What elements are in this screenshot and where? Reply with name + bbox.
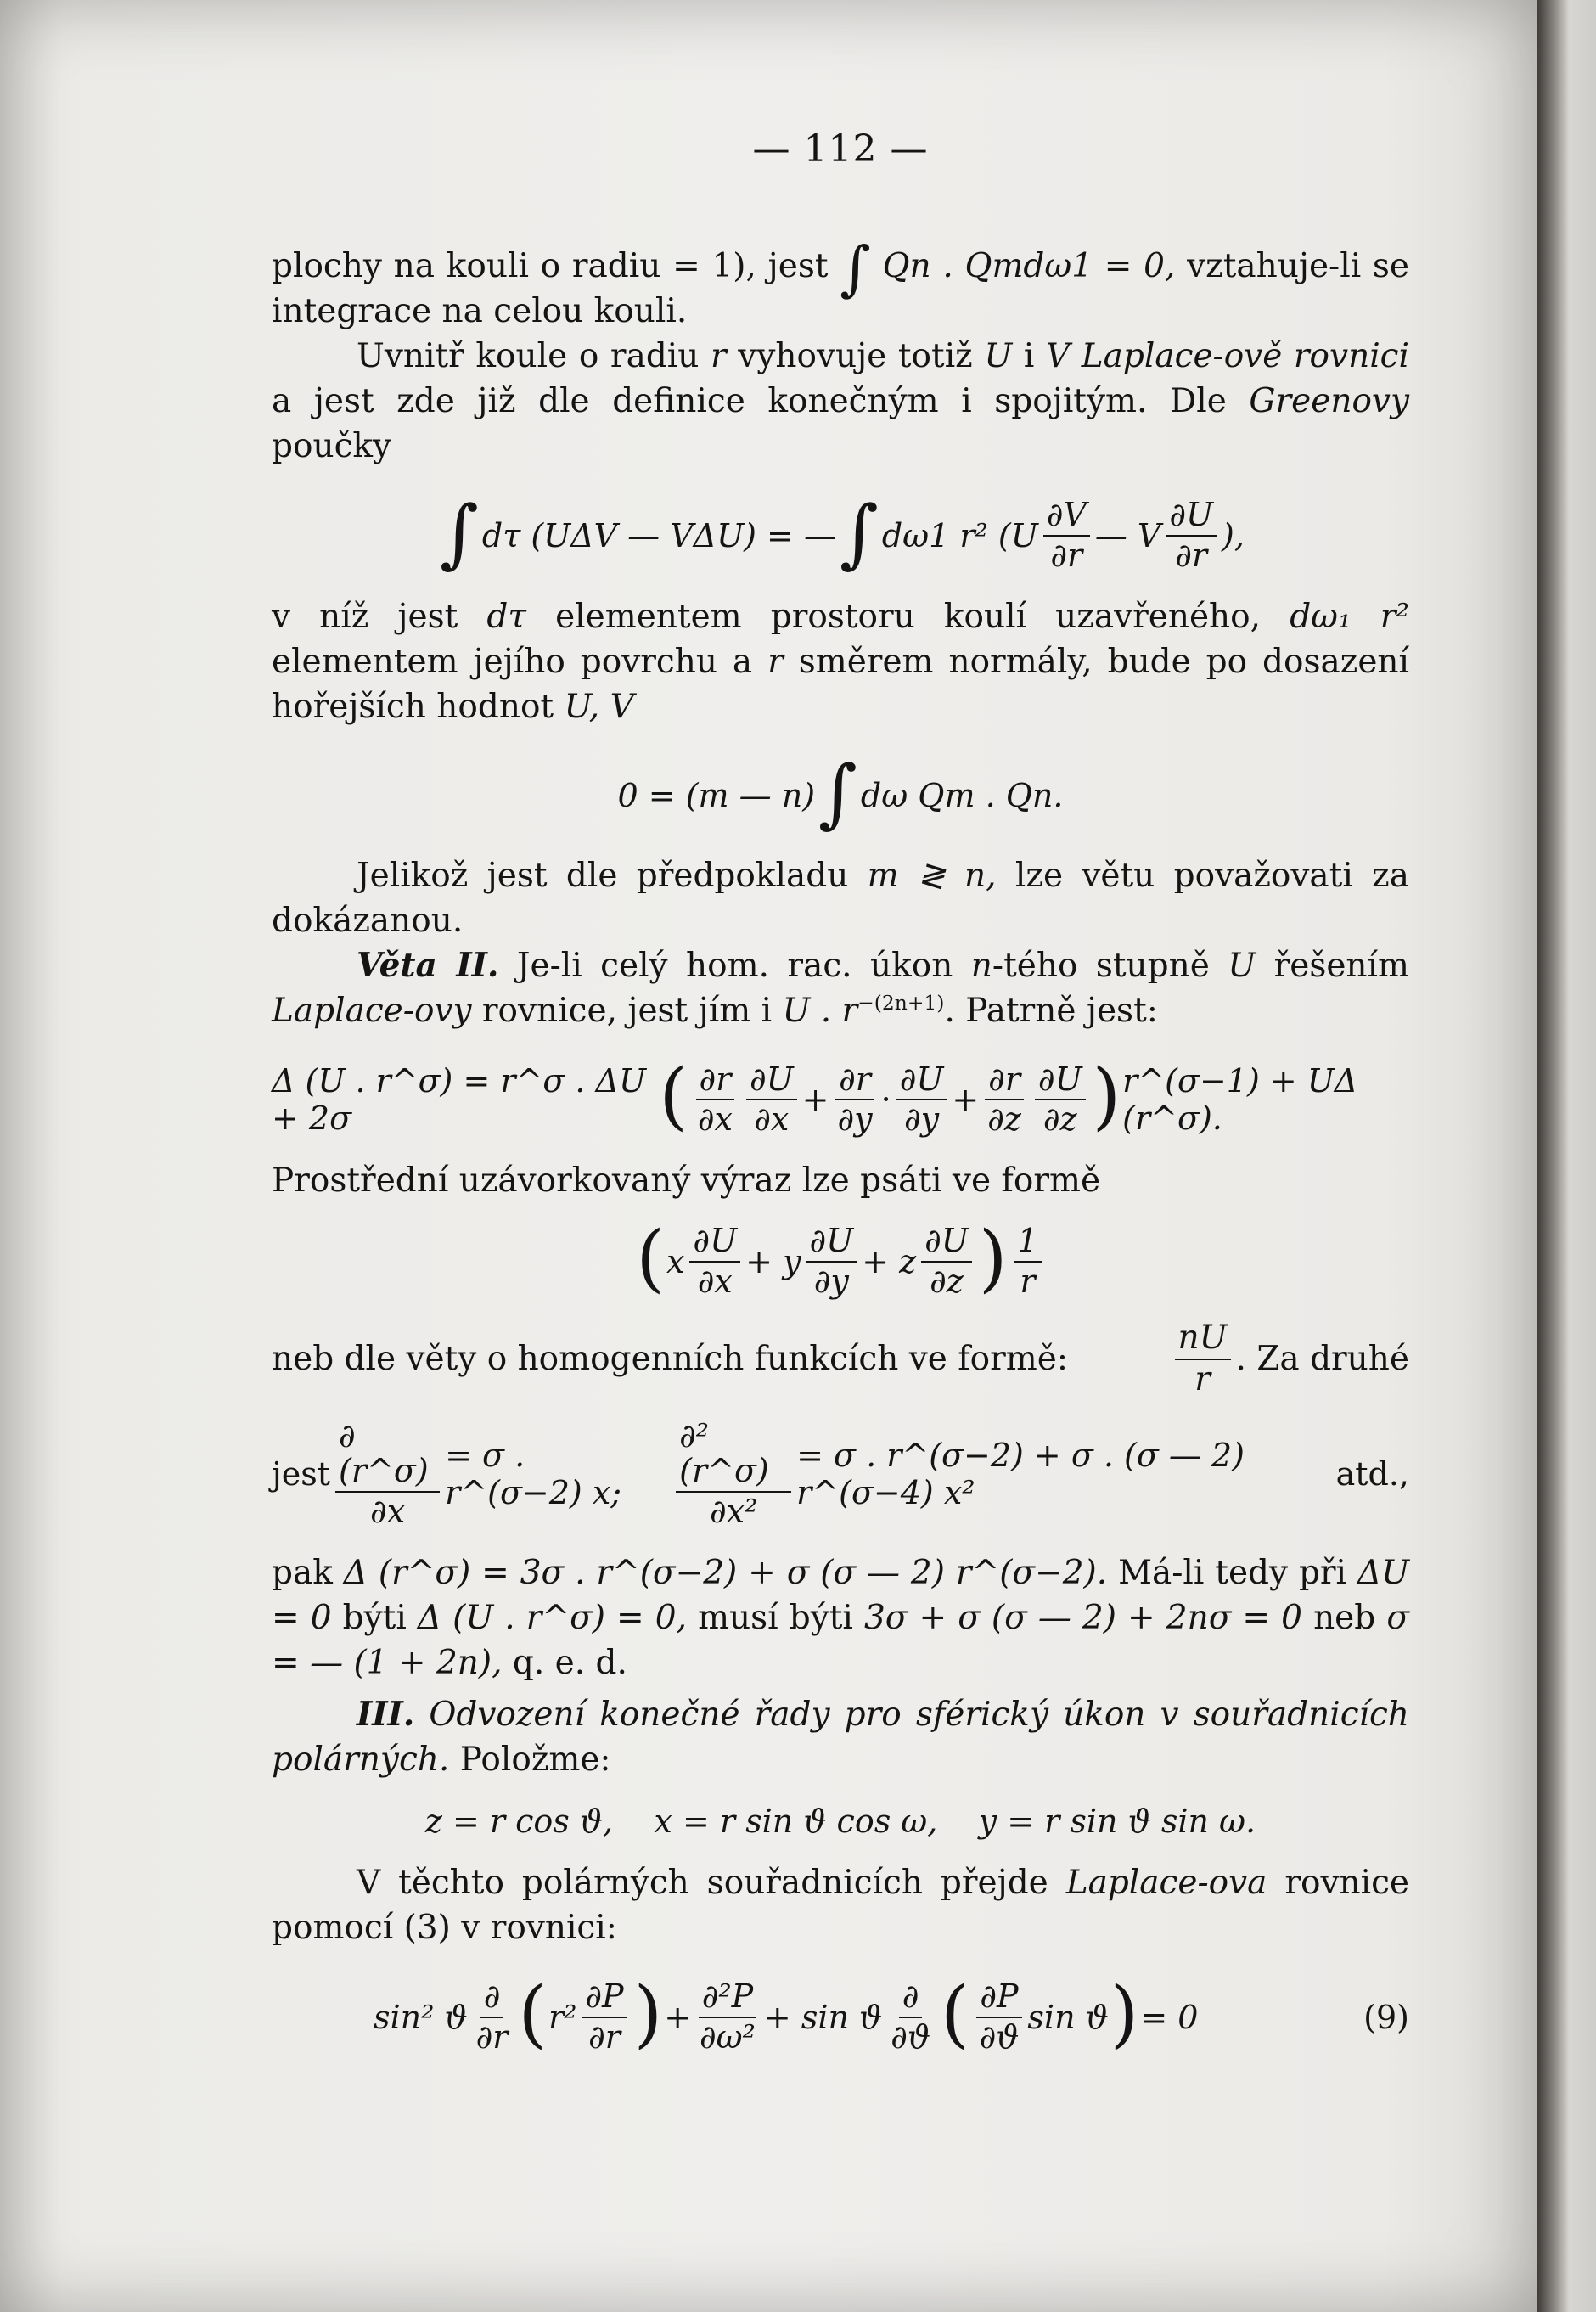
fraction: $\frac{1}{r}$	[1014, 1224, 1041, 1300]
page-content	[272, 127, 1409, 2076]
theorem-label: Věta II.	[357, 945, 499, 985]
paragraph-7	[272, 1320, 1409, 1398]
paragraph-4	[272, 853, 1409, 943]
paragraph-6: Prostřední uzávorkovaný výraz lze psáti ve formě	[272, 1162, 1101, 1201]
equation-laplacian-product	[272, 1054, 1409, 1139]
eq5-jest: jest	[272, 1455, 331, 1494]
p2-text-i: i	[1023, 337, 1035, 375]
p3-text-a: v níž jest	[272, 597, 458, 636]
paren-close: )	[633, 1971, 663, 2056]
p3-text-c: elementem jejího povrchu a	[272, 642, 753, 681]
p10-laplace: Laplace-ova	[1065, 1863, 1267, 1902]
integral-sign: ∫	[840, 233, 871, 303]
p8-math-3: Δ (U . r^σ) = 0,	[417, 1598, 687, 1637]
p5-text-e: . Patrně jest:	[944, 991, 1158, 1030]
paragraph-2	[272, 334, 1409, 469]
p2-text-d: poučky	[272, 427, 392, 465]
plus-sign: +	[664, 1998, 692, 2036]
eq1-left: dτ (UΔV — VΔU) = —	[481, 516, 836, 554]
paren-open: (	[941, 1971, 969, 2056]
paren-close: )	[978, 1215, 1008, 1301]
fraction: $\frac{\partial (r\^{}\sigma)}{\partial x}$	[335, 1419, 440, 1530]
eq7-r2: r²	[548, 1998, 577, 2036]
eq4-y: + y	[745, 1242, 801, 1280]
book-spine	[1537, 0, 1596, 2312]
p5-math: U . r	[782, 991, 858, 1030]
p1-math: Qn . Qmdω1 = 0,	[882, 247, 1176, 285]
p7-text-a: neb dle věty o homogenních funkcích ve formě:	[272, 1340, 1068, 1379]
p8-text-f: q. e. d.	[512, 1643, 627, 1682]
eq7-sin2: sin² ϑ	[374, 1998, 468, 2036]
p3-text-d: směrem normály, bude po dosazení hořejších hodnot	[272, 642, 1409, 726]
section-number: III.	[357, 1694, 415, 1734]
p8-math-4: 3σ + σ (σ — 2) + 2nσ = 0	[863, 1598, 1302, 1637]
fraction: $\frac{\partial U}{\partial z}$	[1035, 1062, 1086, 1139]
p7-math	[1170, 1320, 1409, 1398]
p5-exponent: −(2n+1)	[857, 990, 945, 1015]
eq4-x: x	[666, 1242, 685, 1280]
equation-orthogonality	[272, 748, 1409, 836]
dot-sign: ·	[880, 1081, 891, 1119]
fraction: $\frac{\partial P}{\partial r}$	[582, 1979, 627, 2056]
p2-laplace: Laplace-ově rovnici	[1081, 337, 1409, 375]
eq7-sin: + sin ϑ	[763, 1998, 883, 2036]
p3-var-dw: dω₁ r²	[1290, 597, 1409, 636]
fraction: $\frac{\partial V}{\partial r}$	[1043, 498, 1090, 574]
p5-text-c: řešením	[1273, 946, 1409, 985]
p8-text-d: musí býti	[698, 1598, 853, 1637]
fraction: $\frac{\partial}{\partial ϑ}$	[891, 1977, 931, 2056]
paren-close: )	[1110, 1971, 1139, 2056]
p5-var-u: U	[1228, 946, 1256, 985]
integral-sign: ∫	[440, 488, 479, 577]
eq5-atd: atd.,	[1335, 1455, 1409, 1494]
p2-text-a: Uvnitř koule o radiu	[357, 337, 700, 375]
p5-text-b: -tého stupně	[992, 946, 1210, 985]
fraction: $\frac{\partial U}{\partial r}$	[1166, 498, 1217, 574]
equation-derivatives	[272, 1416, 1409, 1531]
eq4-z: + z	[862, 1242, 917, 1280]
paragraph-8	[272, 1550, 1409, 1685]
p1-text-b: vztahuje-li se integrace na celou kouli.	[272, 247, 1410, 330]
fraction: $\frac{\partial r}{\partial y}$	[835, 1062, 876, 1139]
paragraph-5	[272, 943, 1409, 1033]
p5-text-d: rovnice, jest jím i	[481, 991, 773, 1030]
p2-var-v: V	[1045, 337, 1071, 375]
p7-text-b: . Za druhé	[1235, 1340, 1409, 1379]
eq1-minus-v: — V	[1094, 516, 1161, 554]
p8-math-5: σ = — (1 + 2n),	[272, 1598, 1409, 1682]
p5-text-a: Je-li celý hom. rac. úkon	[516, 946, 953, 985]
p5-var-n: n	[970, 946, 992, 985]
p2-text-c: a jest zde již dle definice konečným i spojitým. Dle	[272, 382, 1227, 420]
paragraph-1	[272, 233, 1410, 334]
page-number: — 112 —	[752, 127, 929, 171]
paragraph-3	[272, 594, 1409, 729]
eq2-left: 0 = (m — n)	[617, 776, 816, 814]
equation-9	[272, 1971, 1409, 2056]
eq6: z = r cos ϑ, x = r sin ϑ cos ω, y = r sin ϑ sin ω.	[424, 1802, 1256, 1840]
fraction: $\frac{\partial U}{\partial z}$	[921, 1224, 972, 1300]
p4-text-b: lze větu považovati za dokázanou.	[272, 856, 1409, 940]
plus-sign: +	[952, 1081, 980, 1119]
equation-euler-form	[272, 1215, 1409, 1301]
p3-var-uv: U, V	[564, 687, 634, 726]
eq3-right: r^(σ−1) + UΔ (r^σ).	[1122, 1062, 1358, 1138]
p8-text-c: býti	[342, 1598, 407, 1637]
fraction: $\frac{\text{∂² (r\textasciicircum{}σ)}}{\text{∂x²}}$	[676, 1419, 791, 1530]
p10-text-b: rovnice pomocí (3) v rovnici:	[272, 1863, 1409, 1947]
fraction: $\frac{\partial}{\partial r}$	[475, 1977, 509, 2056]
fraction: $\frac{\partial U}{\partial x}$	[689, 1224, 740, 1300]
p8-math-2: ΔU = 0	[272, 1553, 1409, 1637]
equation-polar-coords	[272, 1803, 1409, 1840]
paren-close: )	[1092, 1054, 1121, 1139]
p4-math: m ≷ n,	[867, 856, 997, 895]
paragraph-10	[272, 1860, 1409, 1950]
p3-text-b: elementem prostoru koulí uzavřeného,	[555, 597, 1262, 636]
fraction: $\frac{\partial U}{\partial x}$	[746, 1062, 797, 1139]
p9-text-b: Položme:	[459, 1740, 611, 1779]
fraction: $\frac{nU}{r}$	[1175, 1320, 1231, 1398]
p8-text-a: pak	[272, 1553, 333, 1592]
eq1-mid: dω1 r² (U	[881, 516, 1038, 554]
eq5-m2: = σ . r^(σ−2) + σ . (σ — 2) r^(σ−4) x²	[796, 1437, 1245, 1512]
plus-sign: +	[801, 1081, 829, 1119]
integral-sign: ∫	[839, 488, 879, 577]
eq7-end: = 0	[1140, 1998, 1199, 2036]
integral-sign: ∫	[818, 748, 857, 836]
fraction: $\frac{\partial U}{\partial y}$	[806, 1224, 857, 1300]
paren-open: (	[659, 1054, 688, 1139]
section-title: Odvození konečné řady pro sférický úkon v souřadnicích polárných.	[272, 1695, 1409, 1779]
paren-open: (	[518, 1971, 547, 2056]
p2-var-u: U	[984, 337, 1013, 375]
fraction: $\frac{\partial U}{\partial y}$	[896, 1062, 947, 1139]
equation-green	[272, 488, 1409, 577]
p4-text-a: Jelikož jest dle předpokladu	[357, 856, 849, 895]
fraction: $\frac{\partial r}{\partial x}$	[694, 1062, 736, 1139]
paren-open: (	[636, 1215, 665, 1301]
eq3-left: Δ (U . r^σ) = r^σ . ΔU + 2σ	[272, 1062, 647, 1138]
p10-text-a: V těchto polárných souřadnicích přejde	[357, 1863, 1048, 1902]
eq7-sint: sin ϑ	[1027, 1998, 1109, 2036]
fraction: $\frac{\partial P}{\partial ϑ}$	[976, 1979, 1023, 2056]
p2-green: Greenovy	[1249, 382, 1409, 420]
p1-text-a: plochy na kouli o radiu = 1), jest	[272, 247, 829, 285]
p8-math-1: Δ (r^σ) = 3σ . r^(σ−2) + σ (σ — 2) r^(σ−2).	[343, 1553, 1108, 1592]
eq2-right: dω Qm . Qn.	[860, 776, 1064, 814]
p8-text-e: neb	[1313, 1598, 1376, 1637]
equation-number: (9)	[1363, 1998, 1409, 2036]
p2-text-b: vyhovuje totiž	[738, 337, 973, 375]
eq5-m1: = σ . r^(σ−2) x;	[445, 1437, 622, 1512]
fraction: $\frac{\text{∂²P}}{\text{∂ω²}}$	[700, 1977, 756, 2056]
p8-text-b: Má-li tedy při	[1118, 1553, 1347, 1592]
paragraph-9	[272, 1692, 1409, 1782]
fraction: $\frac{\partial r}{\partial z}$	[984, 1062, 1025, 1139]
p3-var-r: r	[767, 642, 784, 681]
p5-laplace: Laplace-ovy	[272, 991, 472, 1030]
p3-var-dt: dτ	[486, 597, 526, 636]
p2-var-r: r	[711, 337, 727, 375]
eq1-end: ),	[1222, 516, 1245, 554]
